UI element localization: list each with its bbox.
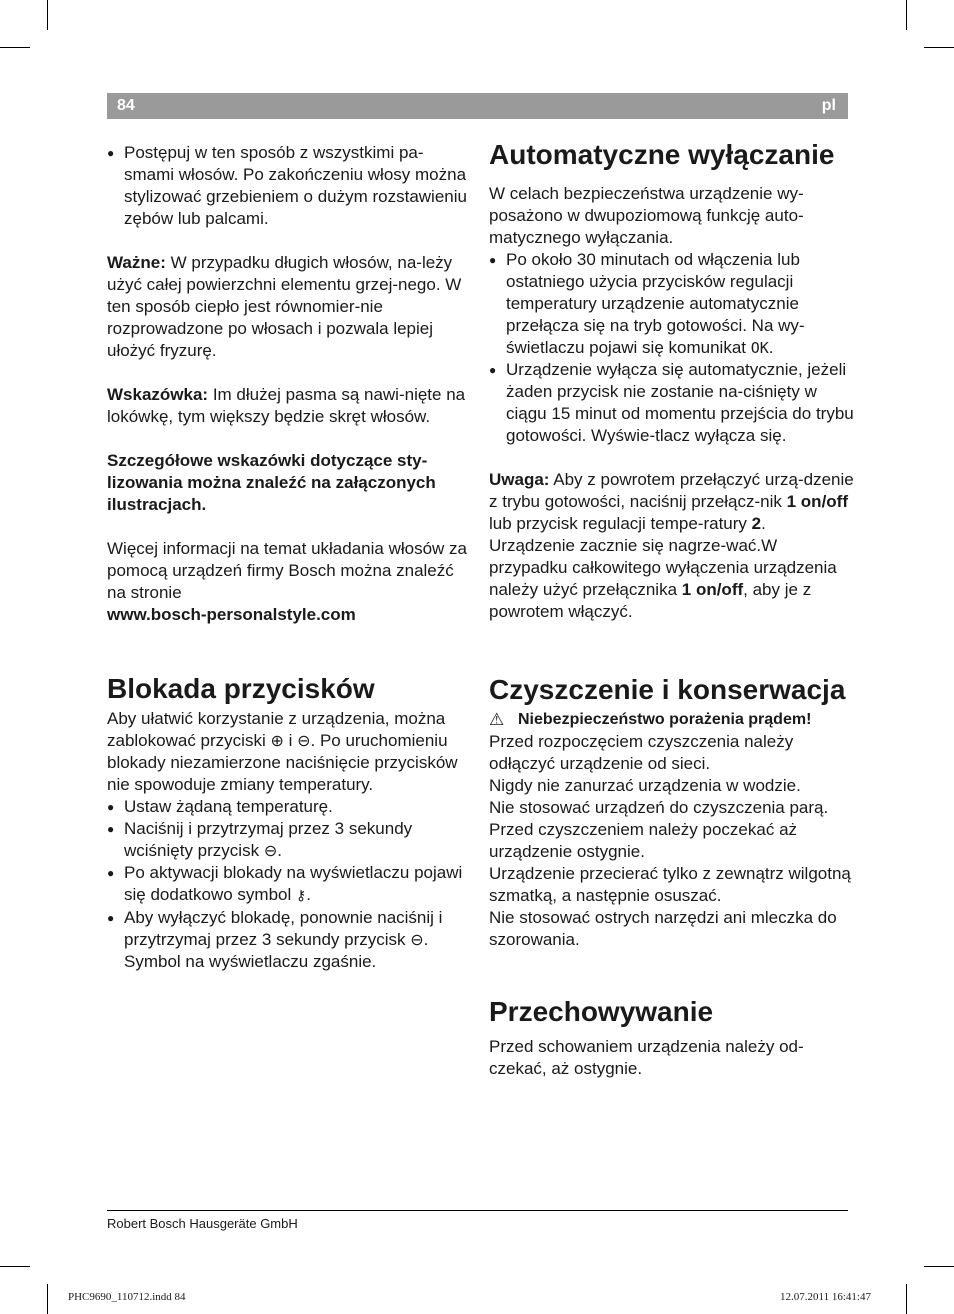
display-ok-text: OK — [750, 339, 769, 357]
list-item: ● Urządzenie wyłącza się automatycznie, jeżeli żaden przycisk nie zostanie na-ciśnięty w ciągu 15 minut od momentu przejścia do trybu gotowości. Wyświe-tlacz wyłącza się. — [489, 359, 854, 447]
tip-note — [107, 384, 467, 428]
warning-triangle-icon: ⚠ — [489, 710, 505, 730]
storage-text: Przed schowaniem urządzenia należy od-czekać, aż ostygnie. — [489, 1037, 804, 1078]
cleaning-text: Nigdy nie zanurzać urządzenia w wodzie. — [489, 776, 801, 795]
text: 1 on/off — [786, 492, 849, 511]
slug-date: 12.07.2011 16:41:47 — [780, 1291, 871, 1303]
section-title-storage: Przechowywanie — [489, 996, 714, 1027]
styling-note-text: Szczegółowe wskazówki dotyczące sty-lizowania można znaleźć na załączonych ilustracjach. — [107, 451, 436, 514]
section-title-cleaning: Czyszczenie i konserwacja — [489, 674, 846, 705]
note-paragraph — [489, 469, 854, 623]
text: Aby z powrotem przełączyć urzą-dzenie z trybu gotowości, naciśnij przełącz-nik — [489, 470, 854, 511]
footer-company: Robert Bosch Hausgeräte GmbH — [107, 1216, 298, 1231]
list-item — [107, 818, 467, 862]
list-item: ● Ustaw żądaną temperaturę. — [107, 796, 467, 818]
cleaning-text: Przed rozpoczęciem czyszczenia należy odłączyć urządzenie od sieci. — [489, 732, 794, 773]
important-label: Ważne: — [107, 253, 166, 272]
text: Aby wyłączyć blokadę, ponownie naciśnij i przytrzymaj przez 3 sekundy przycisk — [124, 908, 443, 949]
list-item: ● Postępuj w ten sposób z wszystkimi pa-smami włosów. Po zakończeniu włosy można stylizować grzebieniem o dużym rozstawieniu zębów lub palcami. — [107, 142, 467, 230]
text: , aby je z powrotem włączyć. — [489, 580, 812, 621]
crop-mark — [906, 1284, 907, 1314]
section-title-lock: Blokada przycisków — [107, 673, 375, 704]
cleaning-text: Nie stosować ostrych narzędzi ani mleczka do szorowania. — [489, 908, 837, 949]
danger-warning — [489, 709, 854, 731]
important-note — [107, 252, 467, 362]
page-header — [107, 93, 848, 119]
language-code: pl — [821, 97, 836, 114]
crop-mark — [0, 47, 30, 48]
auto-off-intro: W celach bezpieczeństwa urządzenie wy-posażono w dwupoziomową funkcję auto-matycznego wyłączania. — [489, 184, 804, 247]
tip-label: Wskazówka: — [107, 385, 209, 404]
text: Naciśnij i przytrzymaj przez 3 sekundy wciśnięty przycisk — [124, 819, 413, 860]
crop-mark — [47, 0, 48, 30]
circled-minus-icon: ⊖ — [263, 841, 278, 860]
text: lub przycisk regulacji tempe-ratury — [489, 514, 752, 533]
text: 2 — [751, 514, 762, 533]
cleaning-text: Urządzenie przecierać tylko z zewnątrz wilgotną szmatką, a następnie osuszać. — [489, 864, 851, 905]
crop-mark — [924, 1266, 954, 1267]
text: Po aktywacji blokady na wyświetlaczu pojawi się dodatkowo symbol — [124, 863, 463, 904]
website-link[interactable]: www.bosch-personalstyle.com — [107, 605, 356, 624]
text: . — [306, 885, 311, 904]
circled-minus-icon: ⊖ — [297, 731, 311, 750]
lock-intro — [107, 708, 467, 796]
crop-mark — [0, 1266, 30, 1267]
circled-minus-icon: ⊖ — [410, 930, 424, 949]
circled-plus-icon: ⊕ — [270, 731, 284, 750]
list-item — [107, 907, 467, 973]
note-label: Uwaga: — [489, 470, 550, 489]
danger-heading: Niebezpieczeństwo porażenia prądem! — [518, 711, 812, 728]
cleaning-text: Przed czyszczeniem należy poczekać aż urządzenie ostygnie. — [489, 820, 798, 861]
footer-divider — [107, 1210, 848, 1211]
text: . Symbol na wyświetlaczu zgaśnie. — [124, 930, 429, 971]
list-item — [107, 862, 467, 907]
page-number: 84 — [117, 97, 135, 114]
text: Po około 30 minutach od włączenia lub ostatniego użycia przycisków regulacji temperatury urządzenie automatycznie przełącza się na tryb gotowości. Na wy-świetlaczu pojawi się komunikat — [506, 250, 805, 357]
text: . — [277, 841, 282, 860]
styling-note — [107, 450, 467, 516]
section-title-auto-off: Automatyczne wyłączanie — [489, 139, 835, 170]
important-text: W przypadku długich włosów, na-leży użyć całej powierzchni elementu grzej-nego. W ten sposób ciepło jest równomier-nie rozprowadzone po włosach i pozwala lepiej ułożyć fryzurę. — [107, 253, 462, 360]
right-column — [489, 138, 854, 1080]
text: Aby ułatwić korzystanie z urządzenia, można zablokować przyciski — [107, 709, 446, 750]
crop-mark — [47, 1284, 48, 1314]
text: 1 on/off — [681, 580, 744, 599]
list-item — [489, 249, 854, 359]
tip-text: Im dłużej pasma są nawi-nięte na lokówkę, tym większy będzie skręt włosów. — [107, 385, 466, 426]
key-icon: ⚷ — [295, 888, 307, 904]
text: . Po uruchomieniu blokady niezamierzone naciśnięcie przycisków nie spowoduje zmiany temperatury. — [107, 731, 458, 794]
cleaning-text: Nie stosować urządzeń do czyszczenia parą. — [489, 798, 829, 817]
more-info: Więcej informacji na temat układania włosów za pomocą urządzeń firmy Bosch można znaleźć na stronie — [107, 539, 467, 602]
text: i — [283, 731, 298, 750]
text: . — [768, 338, 774, 357]
left-column — [107, 142, 467, 973]
crop-mark — [924, 47, 954, 48]
text: . Urządzenie zacznie się nagrze-wać.W przypadku całkowitego wyłączenia urządzenia należy użyć przełącznika — [489, 514, 837, 599]
slug-file: PHC9690_110712.indd 84 — [68, 1291, 186, 1303]
crop-mark — [906, 0, 907, 30]
